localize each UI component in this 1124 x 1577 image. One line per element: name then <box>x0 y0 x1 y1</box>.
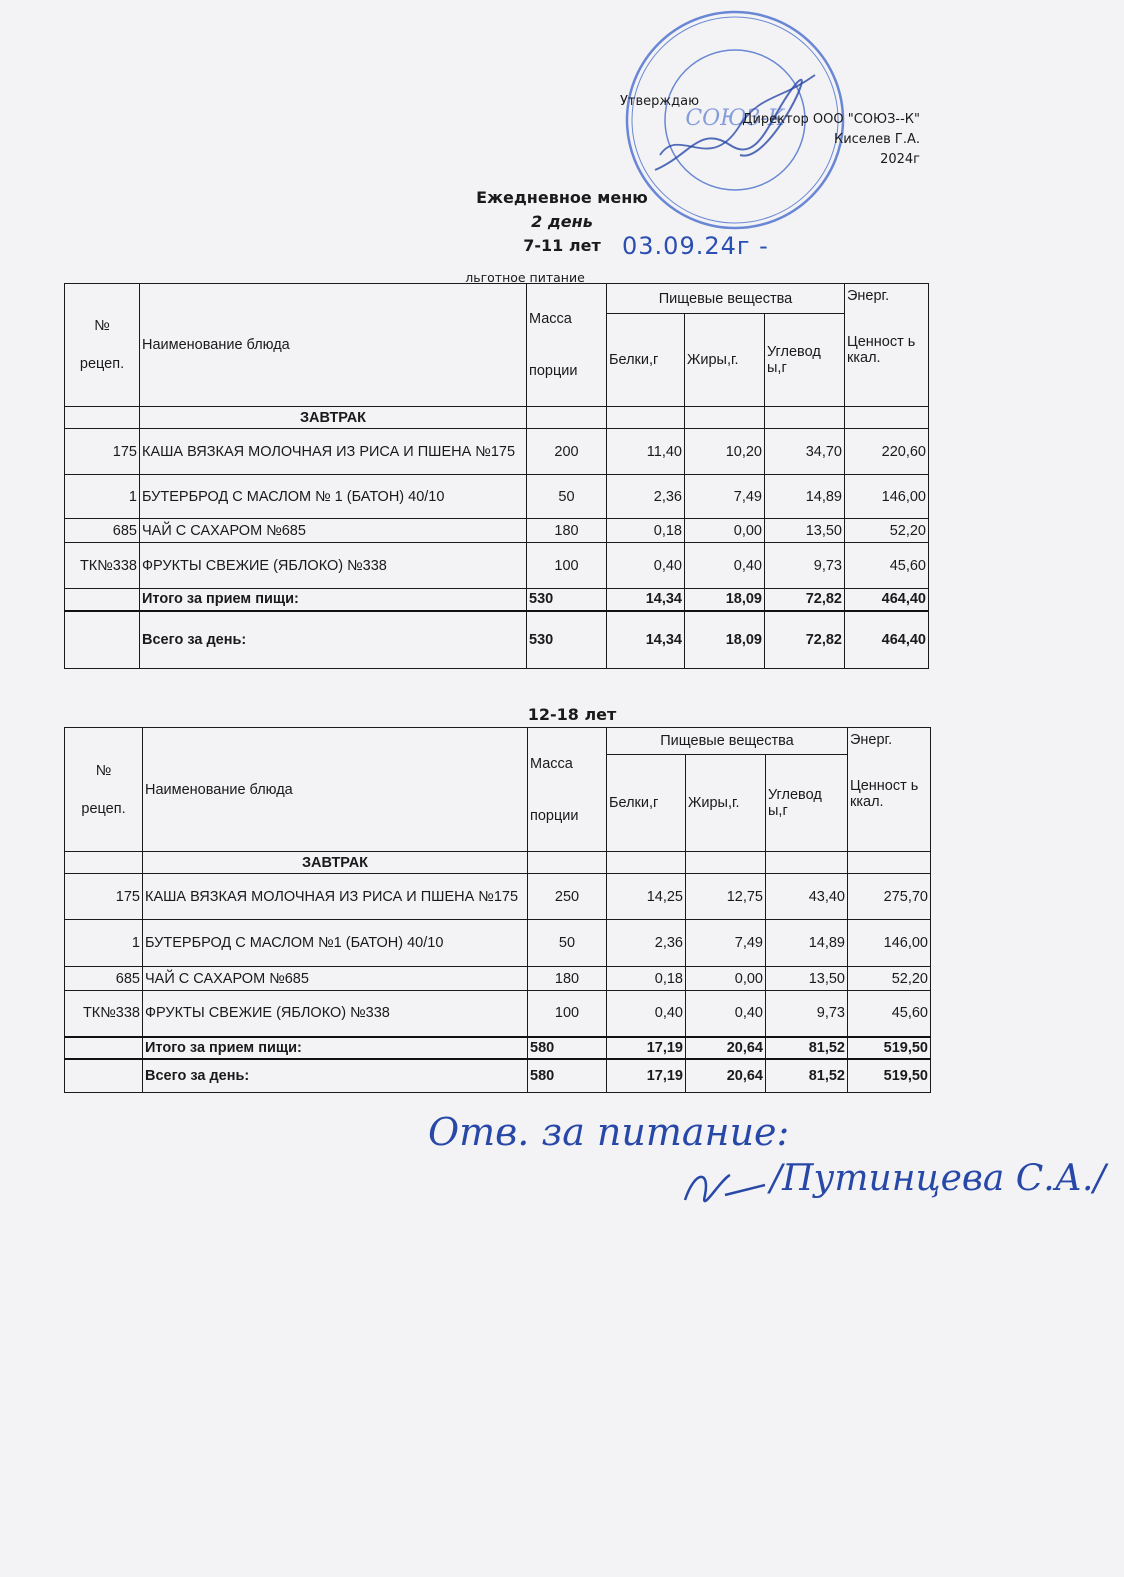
table-row <box>65 967 931 991</box>
table-row <box>65 543 929 589</box>
subtotal-label: Итого за прием пищи: <box>140 589 527 611</box>
header-protein: Белки,г <box>607 314 685 407</box>
cell-fat: 12,75 <box>686 874 766 920</box>
cell-num: 685 <box>65 519 140 543</box>
cell-fat: 10,20 <box>685 429 765 475</box>
table-row <box>65 519 929 543</box>
total-energy: 519,50 <box>848 1059 931 1093</box>
total-carbs: 72,82 <box>765 611 845 669</box>
cell-carbs: 9,73 <box>766 991 848 1037</box>
header-mass-top: Масса <box>530 755 573 772</box>
table-row <box>65 920 931 967</box>
cell-carbs: 13,50 <box>765 519 845 543</box>
cell-energy: 220,60 <box>845 429 929 475</box>
header-num-bottom: рецеп. <box>79 356 125 372</box>
menu-table-7-11 <box>64 283 929 669</box>
total-label: Всего за день: <box>143 1059 528 1093</box>
cell-energy: 52,20 <box>848 967 931 991</box>
subtotal-mass: 580 <box>528 1037 607 1059</box>
cell-num: 175 <box>65 874 143 920</box>
header-mass-bottom: порции <box>530 807 579 824</box>
subtotal-protein: 17,19 <box>607 1037 686 1059</box>
header-energy <box>845 284 929 407</box>
cell-mass: 100 <box>528 991 607 1037</box>
subtotal-mass: 530 <box>527 589 607 611</box>
header-carbs: Углевод ы,г <box>765 314 845 407</box>
cell-protein: 11,40 <box>607 429 685 475</box>
cell-protein: 2,36 <box>607 475 685 519</box>
total-carbs: 81,52 <box>766 1059 848 1093</box>
subtotal-row <box>65 1037 931 1059</box>
approval-block <box>620 92 920 170</box>
svg-text:СОЮЗ-К: СОЮЗ-К <box>685 106 785 131</box>
cell-protein: 0,40 <box>607 543 685 589</box>
cell-energy: 146,00 <box>848 920 931 967</box>
approval-year: 2024г <box>880 152 920 167</box>
cell-mass: 50 <box>528 920 607 967</box>
cell-energy: 45,60 <box>848 991 931 1037</box>
header-recipe-num <box>65 284 140 407</box>
section-breakfast: ЗАВТРАК <box>140 407 527 429</box>
cell-num: 685 <box>65 967 143 991</box>
subtotal-label: Итого за прием пищи: <box>143 1037 528 1059</box>
subtotal-fat: 18,09 <box>685 589 765 611</box>
cell-energy: 52,20 <box>845 519 929 543</box>
header-carbs: Углевод ы,г <box>766 755 848 852</box>
cell-fat: 7,49 <box>686 920 766 967</box>
header-mass-bottom: порции <box>529 363 578 379</box>
header-energy-top: Энерг. <box>850 732 893 748</box>
subtotal-fat: 20,64 <box>686 1037 766 1059</box>
header-energy <box>848 728 931 852</box>
cell-dish: КАША ВЯЗКАЯ МОЛОЧНАЯ ИЗ РИСА И ПШЕНА №175 <box>143 874 528 920</box>
responsible-label: Отв. за питание: <box>428 1110 790 1154</box>
table-row <box>65 991 931 1037</box>
cell-dish: ЧАЙ С САХАРОМ №685 <box>143 967 528 991</box>
header-energy-bottom: Ценност ь ккал. <box>847 334 916 366</box>
total-protein: 17,19 <box>607 1059 686 1093</box>
responsible-name: /Путинцева С.А./ <box>770 1158 1106 1199</box>
table-row <box>65 475 929 519</box>
header-energy-top: Энерг. <box>847 288 890 304</box>
subtotal-protein: 14,34 <box>607 589 685 611</box>
total-mass: 580 <box>528 1059 607 1093</box>
age-group-1: 7-11 лет <box>523 236 601 255</box>
total-label: Всего за день: <box>140 611 527 669</box>
table-row <box>65 874 931 920</box>
header-fat: Жиры,г. <box>685 314 765 407</box>
menu-table-12-18 <box>64 727 931 1093</box>
cell-energy: 275,70 <box>848 874 931 920</box>
cell-dish: ФРУКТЫ СВЕЖИЕ (ЯБЛОКО) №338 <box>143 991 528 1037</box>
header-protein: Белки,г <box>607 755 686 852</box>
handwritten-date: 03.09.24г - <box>622 232 769 260</box>
header-num-top: № <box>95 762 112 779</box>
total-mass: 530 <box>527 611 607 669</box>
total-row <box>65 1059 931 1093</box>
cell-energy: 45,60 <box>845 543 929 589</box>
cell-fat: 0,40 <box>685 543 765 589</box>
cell-fat: 0,40 <box>686 991 766 1037</box>
cell-dish: ФРУКТЫ СВЕЖИЕ (ЯБЛОКО) №338 <box>140 543 527 589</box>
director-label: Директор ООО "СОЮЗ--К" <box>742 112 920 127</box>
cell-protein: 0,18 <box>607 967 686 991</box>
total-fat: 20,64 <box>686 1059 766 1093</box>
cell-num: 1 <box>65 475 140 519</box>
subtotal-carbs: 72,82 <box>765 589 845 611</box>
director-name: Киселев Г.А. <box>833 132 920 147</box>
header-dish-name: Наименование блюда <box>143 728 528 852</box>
header-energy-bottom: Ценност ь ккал. <box>850 778 919 810</box>
cell-dish: КАША ВЯЗКАЯ МОЛОЧНАЯ ИЗ РИСА И ПШЕНА №175 <box>140 429 527 475</box>
cell-protein: 2,36 <box>607 920 686 967</box>
subtotal-energy: 464,40 <box>845 589 929 611</box>
cell-mass: 200 <box>527 429 607 475</box>
subtotal-row <box>65 589 929 611</box>
cell-mass: 250 <box>528 874 607 920</box>
cell-dish: ЧАЙ С САХАРОМ №685 <box>140 519 527 543</box>
cell-carbs: 14,89 <box>766 920 848 967</box>
approve-label: Утверждаю <box>620 94 700 109</box>
cell-dish: БУТЕРБРОД С МАСЛОМ № 1 (БАТОН) 40/10 <box>140 475 527 519</box>
cell-mass: 100 <box>527 543 607 589</box>
cell-protein: 0,18 <box>607 519 685 543</box>
cell-mass: 50 <box>527 475 607 519</box>
cell-fat: 0,00 <box>685 519 765 543</box>
cell-num: 175 <box>65 429 140 475</box>
cell-num: ТК№338 <box>65 991 143 1037</box>
section-breakfast: ЗАВТРАК <box>143 852 528 874</box>
day-label: 2 день <box>531 212 593 231</box>
total-fat: 18,09 <box>685 611 765 669</box>
cell-num: 1 <box>65 920 143 967</box>
cell-fat: 0,00 <box>686 967 766 991</box>
total-row <box>65 611 929 669</box>
header-recipe-num <box>65 728 143 852</box>
table-row <box>65 429 929 475</box>
header-nutrients: Пищевые вещества <box>607 284 845 314</box>
page-title: Ежедневное меню <box>476 188 648 207</box>
cell-carbs: 13,50 <box>766 967 848 991</box>
header-mass <box>528 728 607 852</box>
subtitle: льготное питание <box>465 270 585 285</box>
header-num-top: № <box>94 318 110 334</box>
cell-fat: 7,49 <box>685 475 765 519</box>
responsible-name-text: Путинцева С.А. <box>782 1158 1094 1199</box>
cell-dish: БУТЕРБРОД С МАСЛОМ №1 (БАТОН) 40/10 <box>143 920 528 967</box>
cell-carbs: 14,89 <box>765 475 845 519</box>
header-dish-name: Наименование блюда <box>140 284 527 407</box>
cell-carbs: 34,70 <box>765 429 845 475</box>
cell-carbs: 9,73 <box>765 543 845 589</box>
cell-protein: 14,25 <box>607 874 686 920</box>
header-mass <box>527 284 607 407</box>
header-fat: Жиры,г. <box>686 755 766 852</box>
total-protein: 14,34 <box>607 611 685 669</box>
cell-protein: 0,40 <box>607 991 686 1037</box>
header-mass-top: Масса <box>529 311 572 327</box>
subtotal-energy: 519,50 <box>848 1037 931 1059</box>
header-num-bottom: рецеп. <box>81 800 126 817</box>
cell-num: ТК№338 <box>65 543 140 589</box>
cell-mass: 180 <box>528 967 607 991</box>
signature-mark <box>680 1160 770 1220</box>
cell-mass: 180 <box>527 519 607 543</box>
total-energy: 464,40 <box>845 611 929 669</box>
subtotal-carbs: 81,52 <box>766 1037 848 1059</box>
cell-carbs: 43,40 <box>766 874 848 920</box>
age-group-2: 12-18 лет <box>527 705 617 724</box>
cell-energy: 146,00 <box>845 475 929 519</box>
header-nutrients: Пищевые вещества <box>607 728 848 755</box>
